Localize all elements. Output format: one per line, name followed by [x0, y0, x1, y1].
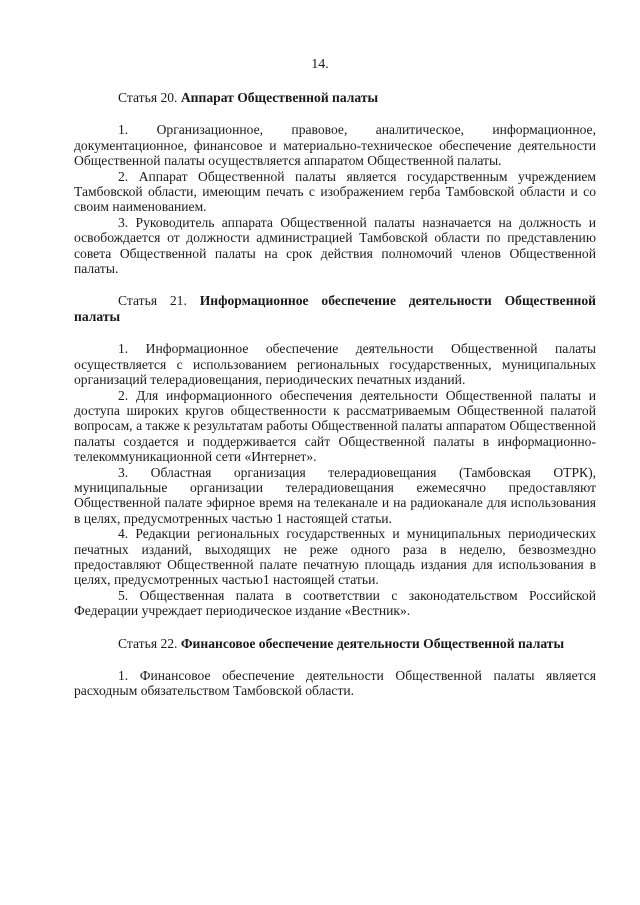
article-22-heading-title: Финансовое обеспечение деятельности Общественной палаты: [180, 635, 565, 651]
article-20-paragraph-1: 1. Организационное, правовое, аналитическое, информационное, документационное, финансовое и материально-техническое обеспечение деятельности Общественной палаты осуществляется аппаратом Общественной палаты.: [74, 122, 596, 169]
article-21-paragraph-4: 4. Редакции региональных государственных и муниципальных периодических печатных изданий, выходящих не реже одного раза в неделю, безвозмездно предоставляют Общественной палате печатную площадь издания для использования в целях, предусмотренных частью1 настоящей статьи.: [74, 526, 596, 588]
document-body: [74, 90, 596, 699]
article-22-heading: [74, 636, 596, 651]
article-22-heading-prefix: Статья 22.: [118, 635, 181, 651]
article-21-heading-title: Информационное обеспечение деятельности Общественной палаты: [74, 293, 596, 324]
article-20-heading-title: Аппарат Общественной палаты: [180, 90, 379, 105]
article-21-paragraph-1: 1. Информационное обеспечение деятельности Общественной палаты осуществляется с использованием региональных государственных, муниципальных организаций телерадиовещания, периодических печатных изданий.: [74, 341, 596, 388]
article-21-paragraph-5: 5. Общественная палата в соответствии с законодательством Российской Федерации учреждает периодическое издание «Вестник».: [74, 587, 596, 619]
page-number: 14.: [311, 57, 329, 72]
article-22-paragraph-1: 1. Финансовое обеспечение деятельности Общественной палаты является расходным обязательством Тамбовской области.: [74, 668, 596, 699]
article-20-heading-prefix: Статья 20.: [118, 90, 181, 105]
article-21-paragraph-3: 3. Областная организация телерадиовещания (Тамбовская ОТРК), муниципальные организации телерадиовещания ежемесячно предоставляют Общественной палате эфирное время на телеканале и на радиоканале для использования в целях, предусмотренных частью 1 настоящей статьи.: [74, 464, 596, 526]
article-20-heading: [74, 90, 596, 105]
article-21-heading-prefix: Статья 21.: [118, 293, 200, 309]
article-20-paragraph-2: 2. Аппарат Общественной палаты является государственным учреждением Тамбовской области, имеющим печать с изображением герба Тамбовской области и со своим наименованием.: [74, 168, 596, 215]
article-21-paragraph-2: 2. Для информационного обеспечения деятельности Общественной палаты и доступа широких кругов общественности к рассматриваемым Общественной палатой вопросам, а также к результатам работы Общественной палаты аппаратом Общественной палаты создается и поддерживается сайт Общественной палаты в информационно-телекоммуникационной сети «Интернет».: [74, 387, 596, 465]
article-20-paragraph-3: 3. Руководитель аппарата Общественной палаты назначается на должность и освобождается от должности администрацией Тамбовской области по представлению совета Общественной палаты на срок действия полномочий членов Общественной палаты.: [74, 214, 596, 277]
article-21-heading: [74, 293, 596, 324]
